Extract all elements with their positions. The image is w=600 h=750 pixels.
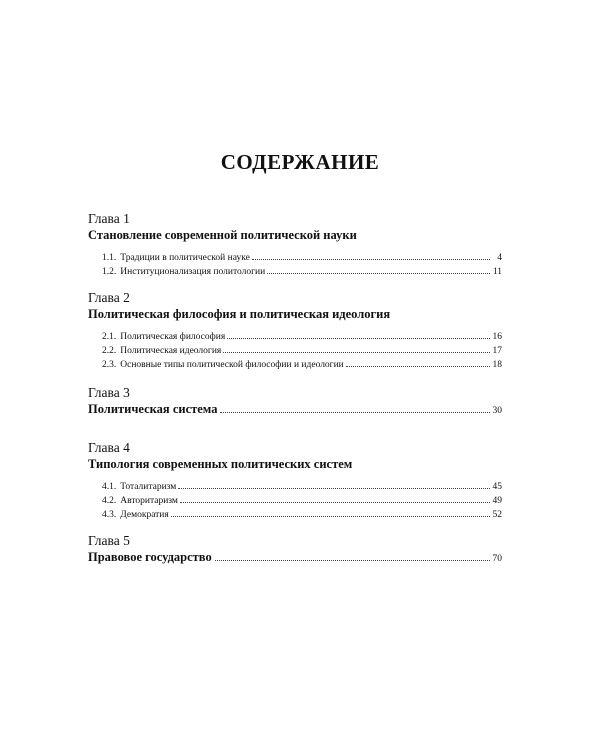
section-title: Институционализация политологии (120, 267, 266, 277)
section-title: Тоталитаризм (120, 482, 177, 492)
section-title: Авторитаризм (120, 496, 178, 506)
chapter-label: Глава 5 (88, 533, 130, 548)
page-number: 70 (492, 554, 502, 564)
toc-entry[interactable] (102, 251, 502, 265)
dot-leader (223, 352, 490, 353)
toc-entry[interactable] (102, 344, 502, 358)
dot-leader (171, 516, 490, 517)
chapter-label: Глава 4 (88, 440, 130, 455)
chapter-title: Типология современных политических систем (88, 457, 353, 471)
section-list (88, 480, 502, 522)
chapter-label: Глава 3 (88, 385, 130, 400)
chapter-2 (88, 290, 502, 372)
dot-leader (227, 338, 490, 339)
dot-leader (267, 273, 490, 274)
dot-leader (178, 488, 490, 489)
page-number: 49 (492, 496, 502, 506)
chapter-title: Правовое государство (88, 550, 212, 564)
section-number: 2.2. (102, 346, 117, 356)
section-number: 4.2. (102, 496, 117, 506)
toc-entry[interactable] (102, 480, 502, 494)
dot-leader (252, 259, 490, 260)
toc-entry[interactable] (88, 549, 502, 565)
page-number: 11 (492, 267, 502, 277)
chapter-title: Политическая философия и политическая идеология (88, 307, 391, 321)
chapter-title: Становление современной политической науки (88, 228, 357, 242)
chapter-title: Политическая система (88, 402, 218, 416)
dot-leader (180, 502, 490, 503)
page-number: 16 (492, 332, 502, 342)
page-number: 30 (492, 406, 502, 416)
section-number: 2.3. (102, 360, 117, 370)
page-number: 17 (492, 346, 502, 356)
toc-entry[interactable] (102, 508, 502, 522)
page-number: 18 (492, 360, 502, 370)
chapter-1 (88, 211, 502, 279)
section-number: 1.1. (102, 253, 117, 263)
chapter-4 (88, 440, 502, 522)
section-title: Традиции в политической науке (120, 253, 250, 263)
dot-leader (220, 412, 489, 413)
page-title: СОДЕРЖАНИЕ (220, 150, 380, 174)
chapter-3 (88, 385, 502, 417)
section-number: 4.3. (102, 510, 117, 520)
section-list (88, 251, 502, 279)
page-number: 4 (497, 253, 502, 263)
section-title: Политическая идеология (120, 346, 222, 356)
section-title: Демократия (120, 510, 169, 520)
toc-entry[interactable] (102, 330, 502, 344)
chapter-label: Глава 1 (88, 211, 130, 226)
toc-entry[interactable] (88, 401, 502, 417)
section-number: 1.2. (102, 267, 117, 277)
dot-leader (215, 560, 490, 561)
toc-entry[interactable] (102, 265, 502, 279)
page-number: 52 (492, 510, 502, 520)
dot-leader (346, 366, 490, 367)
chapter-5 (88, 533, 502, 565)
chapter-label: Глава 2 (88, 290, 130, 305)
section-number: 4.1. (102, 482, 117, 492)
toc-entry[interactable] (102, 358, 502, 372)
section-list (88, 330, 502, 372)
page-number: 45 (492, 482, 502, 492)
section-number: 2.1. (102, 332, 117, 342)
toc-entry[interactable] (102, 494, 502, 508)
section-title: Основные типы политической философии и идеологии (120, 360, 344, 370)
section-title: Политическая философия (120, 332, 226, 342)
